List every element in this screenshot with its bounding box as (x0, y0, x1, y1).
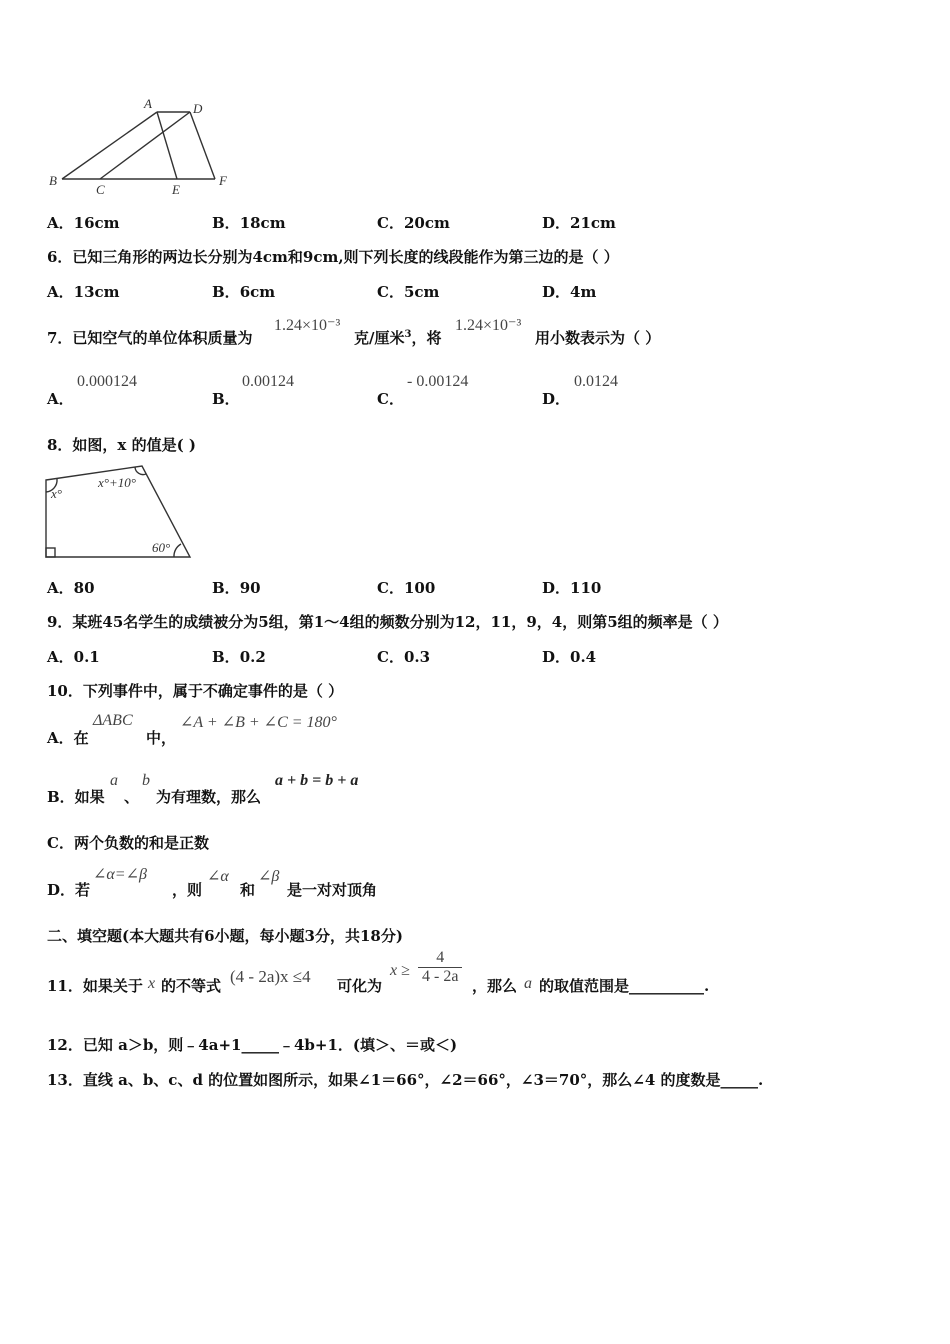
q8-stem: 8．如图，x 的值是( ) (47, 436, 197, 454)
q5-option-d[interactable]: D．21cm (542, 214, 616, 232)
q9-option-b[interactable]: B．0.2 (212, 648, 266, 666)
q10-option-b-a: a (110, 772, 118, 789)
q7-stem-d: 用小数表示为（ ） (535, 329, 661, 347)
label-x-plus-10: x°+10° (98, 475, 136, 490)
q8-option-a[interactable]: A．80 (47, 579, 95, 597)
q10-option-b-pre[interactable]: B．如果 (47, 788, 105, 806)
q10-stem: 10．下列事件中，属于不确定事件的是（ ） (47, 682, 344, 700)
q7-option-d-value: 0.0124 (574, 373, 618, 390)
q9-option-c[interactable]: C．0.3 (377, 648, 431, 666)
q5-option-b[interactable]: B．18cm (212, 214, 286, 232)
q11-a: a (524, 975, 532, 992)
q8-option-d[interactable]: D．110 (542, 579, 602, 597)
q8-option-b[interactable]: B．90 (212, 579, 261, 597)
q10-option-b-b: b (142, 772, 150, 789)
q10-option-b-sep: 、 (124, 788, 140, 806)
q10-option-a-triangle: ΔABC (93, 712, 133, 729)
q9-option-a[interactable]: A．0.1 (47, 648, 100, 666)
q7-option-b-letter[interactable]: B． (212, 390, 240, 408)
q12-text: 12．已知 a＞b，则﹣4a+1_____﹣4b+1．(填＞、＝或＜) (47, 1036, 458, 1054)
q9-stem: 9．某班45名学生的成绩被分为5组，第1～4组的频数分别为12，11，9，4，则第5组的频率是（ ） (47, 613, 728, 631)
q7-value-2: 1.24×10⁻³ (455, 317, 522, 334)
q6-option-b[interactable]: B．6cm (212, 283, 276, 301)
q11-inequality: (4 - 2a)x ≤4 (230, 967, 311, 986)
q10-option-d-and: 和 (240, 881, 256, 899)
q11-fraction-numerator: 4 (418, 949, 462, 968)
figure-q5-trapezoid (40, 92, 240, 202)
q11-mid2: 可化为 (337, 977, 383, 995)
q9-option-d[interactable]: D．0.4 (542, 648, 597, 666)
q10-option-d-mid: ，则 (172, 881, 203, 899)
q10-option-d-alpha: ∠α (207, 868, 229, 885)
q7-stem-a: 7．已知空气的单位体积质量为 (47, 329, 253, 347)
label-C: C (96, 182, 105, 197)
figure-q8-quadrilateral (40, 460, 200, 565)
q11-pre: 11．如果关于 (47, 977, 143, 995)
q6-option-c[interactable]: C．5cm (377, 283, 440, 301)
label-F: F (219, 173, 227, 188)
q10-option-d-pre[interactable]: D．若 (47, 881, 91, 899)
q11-mid3: ，那么 (472, 977, 518, 995)
q10-option-b-equation: a + b = b + a (275, 772, 359, 789)
q7-option-a-letter[interactable]: A． (47, 390, 74, 408)
label-B: B (49, 173, 57, 188)
q6-option-d[interactable]: D．4m (542, 283, 597, 301)
q10-option-a-mid: 中， (146, 729, 177, 747)
q10-option-d-beta: ∠β (258, 868, 280, 885)
q7-option-c-value: - 0.00124 (407, 373, 469, 390)
q11-post: 的取值范围是__________. (539, 977, 710, 995)
label-D: D (193, 101, 203, 116)
label-A: A (144, 96, 152, 111)
q11-x: x (148, 975, 156, 992)
q13-text: 13．直线 a、b、c、d 的位置如图所示，如果∠1＝66°，∠2＝66°，∠3＝70°，那么∠4 的度数是_____. (47, 1071, 764, 1089)
q11-mid1: 的不等式 (161, 977, 222, 995)
q7-option-c-letter[interactable]: C． (377, 390, 404, 408)
q5-option-a[interactable]: A．16cm (47, 214, 120, 232)
q8-option-c[interactable]: C．100 (377, 579, 436, 597)
q10-option-a-pre[interactable]: A．在 (47, 729, 89, 747)
q5-option-c[interactable]: C．20cm (377, 214, 450, 232)
label-x: x° (51, 486, 62, 501)
q7-option-d-letter[interactable]: D． (542, 390, 571, 408)
q10-option-d-equation: ∠α=∠β (93, 866, 147, 883)
q10-option-a-equation: ∠A + ∠B + ∠C = 180° (180, 714, 337, 731)
q7-option-b-value: 0.00124 (242, 373, 294, 390)
label-60: 60° (152, 540, 171, 555)
q11-fraction (418, 949, 462, 986)
q10-option-c[interactable]: C．两个负数的和是正数 (47, 834, 209, 852)
label-E: E (172, 182, 180, 197)
q7-option-a-value: 0.000124 (77, 373, 137, 390)
q11-fraction-denominator: 4 - 2a (422, 968, 459, 985)
q10-option-b-mid: 为有理数，那么 (156, 788, 262, 806)
q7-value-1: 1.24×10⁻³ (274, 317, 341, 334)
q10-option-d-post: 是一对对顶角 (287, 881, 378, 899)
q7-unit: 克/厘米$^3$，将 (354, 329, 442, 347)
q6-option-a[interactable]: A．13cm (47, 283, 120, 301)
section-2-title: 二、填空题(本大题共有6小题，每小题3分，共18分) (47, 927, 403, 945)
q11-result-lhs: x ≥ (390, 962, 410, 979)
q6-stem: 6．已知三角形的两边长分别为4cm和9cm,则下列长度的线段能作为第三边的是（ ） (47, 248, 619, 266)
